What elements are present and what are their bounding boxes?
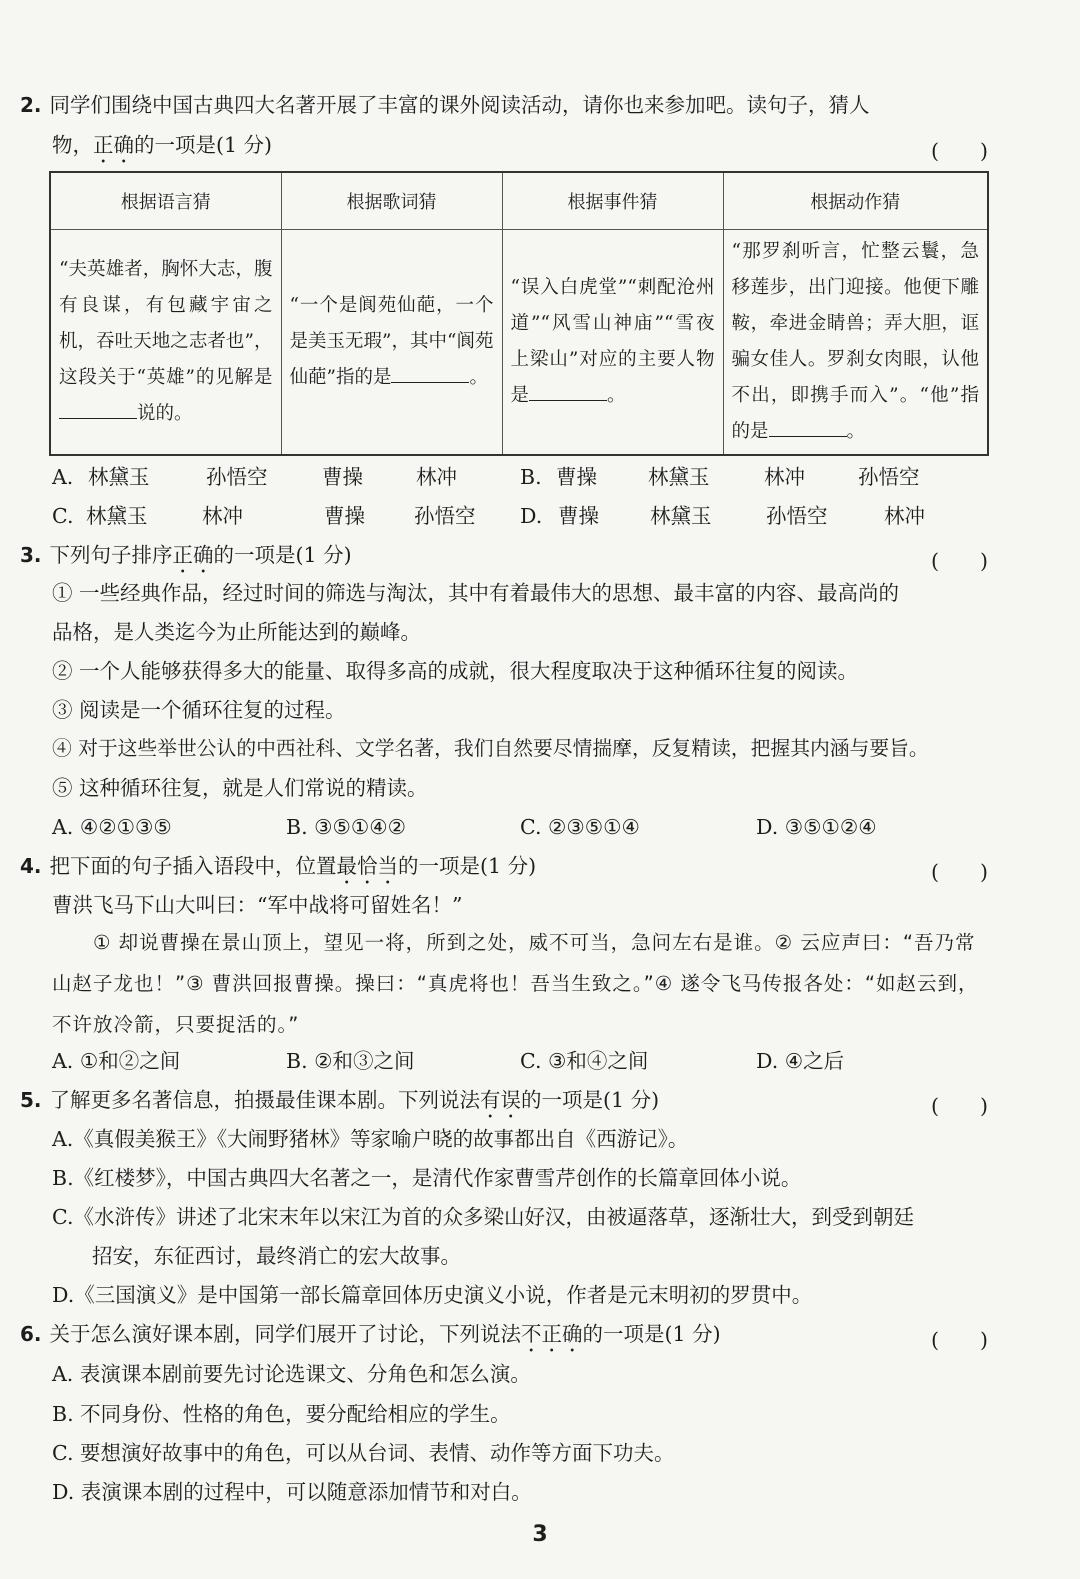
cell-text: “那罗刹听言，忙整云鬟，急移莲步，出门迎接。他便下雕鞍，牵进金睛兽；弄大胆，诓骗女佳人。罗刹女肉眼，认他不出，即携手而入”。“他”指的是 xyxy=(731,241,979,442)
option-b[interactable] xyxy=(520,458,920,496)
option-c-cont: 招安，东征西讨，最终消亡的宏大故事。 xyxy=(92,1244,461,1268)
passage: ① 却说曹操在景山顶上，望见一将，所到之处，威不可当，急问左右是谁。② 云应声曰：“吾乃常山赵子龙也！”③ 曹洪回报曹操。操曰：“真虎将也！吾当生致之。”④ 遂令飞马传报各处：“如赵云到，不许放冷箭，只要捉活的。” xyxy=(52,931,979,1036)
option-text: ①和②之间 xyxy=(79,1049,181,1073)
question-text: 物， xyxy=(52,133,93,157)
answer-blank[interactable] xyxy=(391,364,469,383)
option-c[interactable] xyxy=(52,1434,675,1472)
option-label: B. xyxy=(286,815,308,839)
answer-parentheses: ( ) xyxy=(931,860,988,884)
option-item: 林黛玉 xyxy=(86,504,148,528)
question-text: 的一项是(1 分) xyxy=(582,1322,721,1346)
question-text: 下列句子排序 xyxy=(49,543,173,567)
option-text: 《真假美猴王》《大闹野猪林》等家喻户晓的故事都出自《西游记》。 xyxy=(73,1127,689,1151)
question-text: 的一项是(1 分) xyxy=(521,1088,660,1112)
option-text: 《水浒传》讲述了北宋末年以宋江为首的众多梁山好汉，由被逼落草，逐渐壮大，到受到朝廷 xyxy=(73,1205,914,1229)
option-label: B. xyxy=(52,1166,74,1190)
option-item: 林冲 xyxy=(884,504,925,528)
option-label: A. xyxy=(52,1362,74,1386)
option-text: 要想演好故事中的角色，可以从台词、表情、动作等方面下功夫。 xyxy=(80,1441,675,1465)
option-item: 孙悟空 xyxy=(414,504,476,528)
emphasized-text: 正确 xyxy=(172,543,214,567)
option-label: D. xyxy=(52,1283,75,1307)
table-header: 根据歌词猜 xyxy=(281,172,502,230)
option-text: ②③⑤①④ xyxy=(548,815,640,839)
option-label: D. xyxy=(520,504,543,528)
option-label: A. xyxy=(52,815,74,839)
question-3-stem xyxy=(20,536,352,578)
clue-table xyxy=(49,171,989,456)
option-label: D. xyxy=(756,815,779,839)
answer-parentheses: ( ) xyxy=(931,549,988,573)
table-cell xyxy=(502,230,723,456)
option-label: D. xyxy=(756,1049,779,1073)
option-label: C. xyxy=(52,1205,74,1229)
option-d[interactable] xyxy=(52,1276,812,1314)
option-d[interactable] xyxy=(52,1473,532,1511)
answer-blank[interactable] xyxy=(769,418,847,437)
option-item: 林冲 xyxy=(202,504,243,528)
question-6-stem xyxy=(20,1315,721,1357)
option-label: A. xyxy=(52,1049,74,1073)
emphasized-text: 最恰当 xyxy=(336,854,399,878)
sentence-1-cont: 品格，是人类迄今为止所能达到的巅峰。 xyxy=(52,620,421,644)
table-header: 根据动作猜 xyxy=(723,172,988,230)
emphasized-text: 有误 xyxy=(480,1088,522,1112)
question-number: 5. xyxy=(20,1088,42,1112)
option-item: 林冲 xyxy=(764,465,805,489)
option-item: 孙悟空 xyxy=(858,465,920,489)
option-text: ④之后 xyxy=(784,1049,845,1073)
question-2-stem-line2 xyxy=(52,126,272,168)
option-text: ③⑤①②④ xyxy=(784,815,877,839)
option-label: C. xyxy=(52,1441,74,1465)
option-text: 《三国演义》是中国第一部长篇章回体历史演义小说，作者是元末明初的罗贯中。 xyxy=(74,1283,813,1307)
question-number: 2. xyxy=(20,93,42,117)
question-number: 6. xyxy=(20,1322,42,1346)
option-a[interactable] xyxy=(52,1120,688,1158)
option-c[interactable] xyxy=(520,808,640,846)
cell-text: 。 xyxy=(846,421,866,442)
option-label: C. xyxy=(520,1049,542,1073)
option-label: B. xyxy=(52,1402,74,1426)
emphasized-text: 正确 xyxy=(93,133,134,157)
option-text: ③和④之间 xyxy=(548,1049,649,1073)
option-text: ②和③之间 xyxy=(314,1049,415,1073)
option-c[interactable] xyxy=(52,497,476,535)
question-text: 的一项是(1 分) xyxy=(134,133,273,157)
table-row xyxy=(50,230,988,456)
option-label: A. xyxy=(52,465,74,489)
option-b[interactable] xyxy=(286,1042,415,1080)
table-header: 根据事件猜 xyxy=(502,172,723,230)
option-text: 不同身份、性格的角色，要分配给相应的学生。 xyxy=(80,1402,511,1426)
insert-sentence: 曹洪飞马下山大叫曰：“军中战将可留姓名！” xyxy=(52,893,463,917)
table-header: 根据语言猜 xyxy=(50,172,281,230)
option-d[interactable] xyxy=(756,1042,844,1080)
option-text: 表演课本剧前要先讨论选课文、分角色和怎么演。 xyxy=(79,1362,531,1386)
option-b[interactable] xyxy=(286,808,406,846)
option-a[interactable] xyxy=(52,1355,531,1393)
question-text: 关于怎么演好课本剧，同学们展开了讨论，下列说法 xyxy=(49,1322,522,1346)
option-text: 《红楼梦》，中国古典四大名著之一，是清代作家曹雪芹创作的长篇章回体小说。 xyxy=(73,1166,802,1190)
answer-blank[interactable] xyxy=(59,400,137,419)
option-a[interactable] xyxy=(52,808,172,846)
cell-text: “夫英雄者，胸怀大志，腹有良谋，有包藏宇宙之机，吞吐天地之志者也”，这段关于“英雄”的见解是 xyxy=(59,259,273,388)
answer-parentheses: ( ) xyxy=(931,139,988,163)
option-a[interactable] xyxy=(52,458,457,496)
option-item: 曹操 xyxy=(324,504,365,528)
option-b[interactable] xyxy=(52,1395,511,1433)
option-label: B. xyxy=(520,465,542,489)
option-item: 曹操 xyxy=(556,465,597,489)
option-text: ③⑤①④② xyxy=(314,815,407,839)
option-item: 孙悟空 xyxy=(206,465,268,489)
table-cell xyxy=(723,230,988,456)
answer-parentheses: ( ) xyxy=(931,1094,988,1118)
sentence-3: ③ 阅读是一个循环往复的过程。 xyxy=(52,698,346,722)
cell-text: “误入白虎堂”“刺配沧州道”“风雪山神庙”“雪夜上梁山”对应的主要人物是 xyxy=(510,277,715,406)
option-item: 林黛玉 xyxy=(88,465,150,489)
emphasized-text: 不正确 xyxy=(521,1322,583,1346)
question-text: 的一项是(1 分) xyxy=(398,854,537,878)
option-item: 林冲 xyxy=(416,465,457,489)
option-item: 孙悟空 xyxy=(766,504,828,528)
option-label: A. xyxy=(52,1127,74,1151)
cell-text: “一个是阆苑仙葩，一个是美玉无瑕”，其中“阆苑仙葩”指的是 xyxy=(289,295,494,388)
table-header-row xyxy=(50,172,988,230)
option-text: ④②①③⑤ xyxy=(79,815,172,839)
option-c[interactable] xyxy=(52,1198,914,1236)
option-b[interactable] xyxy=(52,1159,801,1197)
option-item: 林黛玉 xyxy=(650,504,712,528)
question-4-stem xyxy=(20,847,536,889)
cell-text: 。 xyxy=(469,367,488,388)
sentence-1: ① 一些经典作品，经过时间的筛选与淘汰，其中有着最伟大的思想、最丰富的内容、最高尚的 xyxy=(52,581,900,605)
question-2-stem xyxy=(20,86,870,124)
table-cell xyxy=(281,230,502,456)
cell-text: 。 xyxy=(607,385,626,406)
option-text: 表演课本剧的过程中，可以随意添加情节和对白。 xyxy=(80,1480,532,1504)
option-item: 曹操 xyxy=(322,465,363,489)
question-text: 了解更多名著信息，拍摄最佳课本剧。下列说法 xyxy=(49,1088,481,1112)
option-c[interactable] xyxy=(520,1042,648,1080)
option-a[interactable] xyxy=(52,1042,180,1080)
option-label: C. xyxy=(52,504,74,528)
question-5-stem xyxy=(20,1081,659,1123)
question-number: 3. xyxy=(20,543,42,567)
option-label: D. xyxy=(52,1480,75,1504)
sentence-4: ④ 对于这些举世公认的中西社科、文学名著，我们自然要尽情揣摩，反复精读，把握其内涵与要旨。 xyxy=(52,737,929,760)
sentence-5: ⑤ 这种循环往复，就是人们常说的精读。 xyxy=(52,776,428,800)
answer-blank[interactable] xyxy=(529,382,607,401)
option-label: B. xyxy=(286,1049,308,1073)
option-item: 曹操 xyxy=(558,504,599,528)
question-text: 把下面的句子插入语段中，位置 xyxy=(49,854,337,878)
cell-text: 说的。 xyxy=(137,403,193,424)
page-number: 3 xyxy=(532,1522,548,1547)
question-text: 同学们围绕中国古典四大名著开展了丰富的课外阅读活动，请你也来参加吧。读句子，猜人 xyxy=(49,93,870,117)
option-item: 林黛玉 xyxy=(648,465,710,489)
question-number: 4. xyxy=(20,854,42,878)
option-d[interactable] xyxy=(520,497,925,535)
question-text: 的一项是(1 分) xyxy=(213,543,352,567)
option-d[interactable] xyxy=(756,808,877,846)
answer-parentheses: ( ) xyxy=(931,1328,988,1352)
table-cell xyxy=(50,230,281,456)
option-label: C. xyxy=(520,815,542,839)
sentence-2: ② 一个人能够获得多大的能量、取得多高的成就，很大程度取决于这种循环往复的阅读。 xyxy=(52,659,859,683)
